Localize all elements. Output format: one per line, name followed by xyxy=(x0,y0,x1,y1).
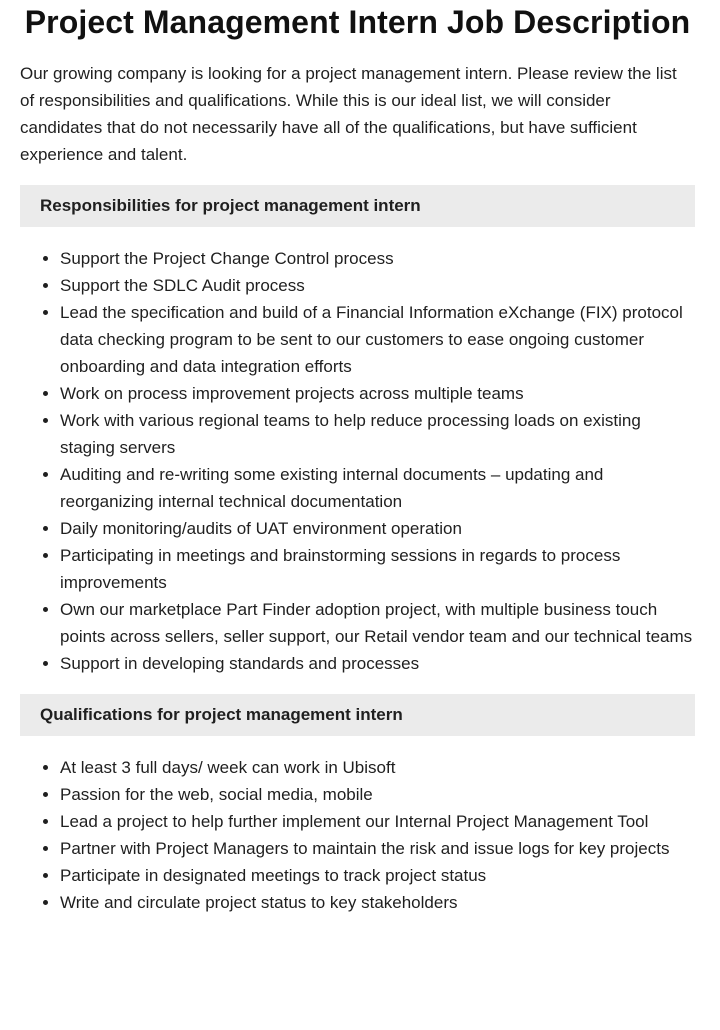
list-item: • Partner with Project Managers to maintain the risk and issue logs for key projects xyxy=(60,835,695,862)
list-item: • Support the Project Change Control process xyxy=(60,245,695,272)
list-item: • Participate in designated meetings to track project status xyxy=(60,862,695,889)
list-item: • Write and circulate project status to key stakeholders xyxy=(60,889,695,916)
list-item: • At least 3 full days/ week can work in Ubisoft xyxy=(60,754,695,781)
qualifications-list xyxy=(20,754,695,916)
list-item: • Support in developing standards and processes xyxy=(60,650,695,677)
responsibilities-list xyxy=(20,245,695,677)
list-item: • Work with various regional teams to help reduce processing loads on existing staging servers xyxy=(60,407,695,461)
list-item: • Lead the specification and build of a Financial Information eXchange (FIX) protocol data checking program to be sent to our customers to ease ongoing customer onboarding and data integration efforts xyxy=(60,299,695,380)
list-item: • Daily monitoring/audits of UAT environment operation xyxy=(60,515,695,542)
intro-paragraph: Our growing company is looking for a project management intern. Please review the list of responsibilities and qualifications. While this is our ideal list, we will consider candidates that do not necessarily have all of the qualifications, but have sufficient experience and talent. xyxy=(20,64,677,164)
page-title: Project Management Intern Job Description xyxy=(24,4,691,40)
list-item: • Participating in meetings and brainstorming sessions in regards to process improvements xyxy=(60,542,695,596)
list-item: • Auditing and re-writing some existing internal documents – updating and reorganizing internal technical documentation xyxy=(60,461,695,515)
responsibilities-heading: Responsibilities for project management intern xyxy=(20,185,695,227)
list-item: • Passion for the web, social media, mobile xyxy=(60,781,695,808)
list-item: • Own our marketplace Part Finder adoption project, with multiple business touch points across sellers, seller support, our Retail vendor team and our technical teams xyxy=(60,596,695,650)
list-item: • Lead a project to help further implement our Internal Project Management Tool xyxy=(60,808,695,835)
list-item: • Support the SDLC Audit process xyxy=(60,272,695,299)
qualifications-heading: Qualifications for project management intern xyxy=(20,694,695,736)
list-item: • Work on process improvement projects across multiple teams xyxy=(60,380,695,407)
